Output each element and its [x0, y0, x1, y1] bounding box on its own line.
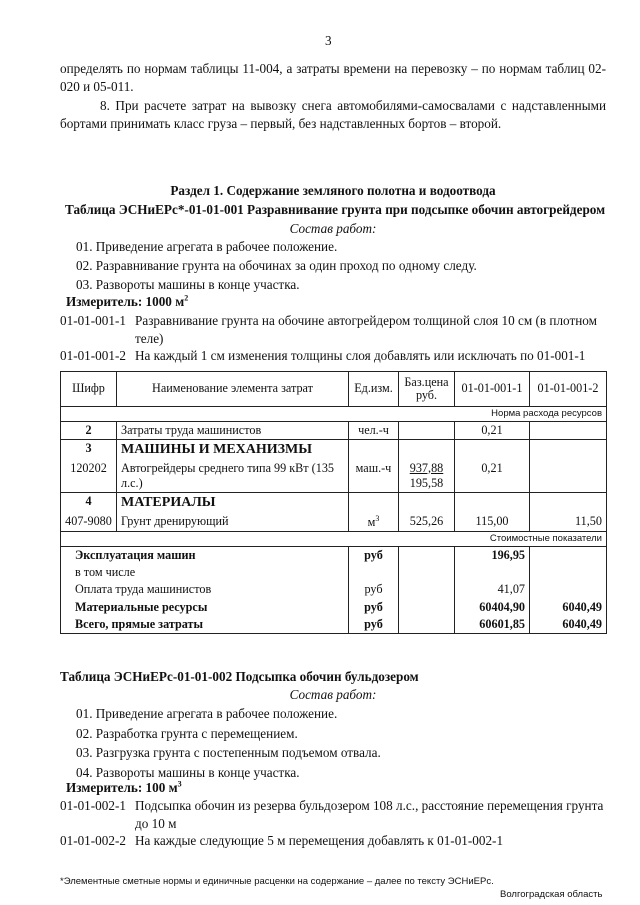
table-row [61, 460, 607, 493]
row-value-1: 0,21 [455, 421, 530, 439]
table-row [61, 421, 607, 439]
section-num: 3 [61, 440, 117, 460]
row-price [399, 421, 455, 439]
table2-step: 04. Развороты машины в конце участка. [76, 764, 300, 780]
section-num: 4 [61, 493, 117, 513]
summary-row [61, 564, 607, 581]
norm-label: Норма расхода ресурсов [61, 407, 607, 422]
summary-value-2: 6040,49 [530, 616, 607, 634]
footnote: *Элементные сметные нормы и единичные расценки на содержание – далее по тексту ЭСНиЕРс. [60, 876, 494, 887]
table1-step: 03. Развороты машины в конце участка. [76, 277, 300, 292]
summary-value-1: 60404,90 [455, 599, 530, 616]
summary-price [399, 564, 455, 581]
summary-row [61, 581, 607, 598]
code-description: Подсыпка обочин из резерва бульдозером 108 л.с., расстояние перемещения грунта до 10 м [135, 798, 604, 831]
empty-cell [530, 493, 607, 513]
empty-cell [349, 493, 399, 513]
summary-name: Эксплуатация машин [61, 546, 349, 564]
summary-price [399, 616, 455, 634]
row-name: Затраты труда машинистов [117, 421, 349, 439]
page-number: 3 [325, 33, 332, 48]
summary-value-2 [530, 546, 607, 564]
header-price: Баз.цена руб. [399, 372, 455, 407]
price-main: 937,88 [409, 460, 444, 475]
table-header-row [61, 372, 607, 407]
table1-code-row [60, 347, 620, 365]
table1-steps [76, 238, 477, 295]
summary-row [61, 546, 607, 564]
table-row [61, 513, 607, 532]
summary-unit: руб [349, 546, 399, 564]
row-value-2 [530, 460, 607, 493]
row-name: Автогрейдеры среднего типа 99 кВт (135 л.с.) [117, 460, 349, 493]
table1-composition-heading: Состав работ: [289, 221, 377, 236]
summary-value-1: 60601,85 [455, 616, 530, 634]
row-code: 120202 [61, 460, 117, 493]
intro-paragraph-2: 8. При расчете затрат на вывозку снега автомобилями-самосвалами с надставленными бортами принимать класс груза – первый, без надставленных бортов – второй. [60, 98, 606, 131]
meter-sup: 3 [177, 779, 182, 789]
header-unit: Ед.изм. [349, 372, 399, 407]
header-name: Наименование элемента затрат [117, 372, 349, 407]
section-title: Раздел 1. Содержание земляного полотна и водоотвода [170, 183, 496, 198]
table2-step: 03. Разгрузка грунта с постепенным подъемом отвала. [76, 745, 381, 760]
cost-label-row [61, 531, 607, 546]
empty-cell [455, 493, 530, 513]
summary-value-1: 196,95 [455, 546, 530, 564]
row-value-1: 115,00 [455, 513, 530, 532]
table1-meter [66, 293, 188, 311]
row-unit: чел.-ч [349, 421, 399, 439]
header-col1: 01-01-001-1 [455, 372, 530, 407]
table2-meter [66, 779, 182, 797]
empty-cell [530, 440, 607, 460]
table2-title: Таблица ЭСНиЕРс-01-01-002 Подсыпка обочин бульдозером [60, 669, 419, 684]
summary-unit: руб [349, 616, 399, 634]
row-code: 407-9080 [61, 513, 117, 532]
row-value-1: 0,21 [455, 460, 530, 493]
section-name: МАШИНЫ И МЕХАНИЗМЫ [117, 440, 349, 460]
table2-code-row [60, 832, 606, 850]
row-unit: маш.-ч [349, 460, 399, 493]
norm-label-row [61, 407, 607, 422]
meter-label: Измеритель: 100 м [66, 780, 178, 795]
table1-step: 02. Разравнивание грунта на обочинах за один проход по одному следу. [76, 258, 477, 273]
summary-price [399, 599, 455, 616]
summary-price [399, 546, 455, 564]
summary-value-2 [530, 564, 607, 581]
table-row [61, 440, 607, 460]
row-price: 525,26 [399, 513, 455, 532]
summary-value-1: 41,07 [455, 581, 530, 598]
row-value-2: 11,50 [530, 513, 607, 532]
summary-value-2: 6040,49 [530, 599, 607, 616]
summary-name: в том числе [61, 564, 349, 581]
row-value-2 [530, 421, 607, 439]
table-row [61, 493, 607, 513]
summary-value-2 [530, 581, 607, 598]
summary-unit: руб [349, 581, 399, 598]
code-number: 01-01-002-1 [60, 798, 126, 813]
summary-price [399, 581, 455, 598]
code-number: 01-01-001-2 [60, 348, 126, 363]
table1-title: Таблица ЭСНиЕРс*-01-01-001 Разравнивание грунта при подсыпке обочин автогрейдером [65, 202, 606, 217]
code-number: 01-01-001-1 [60, 313, 126, 328]
summary-unit: руб [349, 599, 399, 616]
table2-steps [76, 705, 381, 783]
cost-table [60, 371, 607, 634]
meter-label: Измеритель: 1000 м [66, 294, 185, 309]
summary-name: Всего, прямые затраты [61, 616, 349, 634]
summary-unit [349, 564, 399, 581]
table2-code-row [60, 797, 606, 833]
table2-step: 01. Приведение агрегата в рабочее положение. [76, 706, 338, 721]
summary-row [61, 599, 607, 616]
summary-value-1 [455, 564, 530, 581]
code-number: 01-01-002-2 [60, 833, 126, 848]
table2-composition-heading: Состав работ: [289, 687, 377, 702]
table1-step: 01. Приведение агрегата в рабочее положение. [76, 239, 338, 254]
code-description: На каждые следующие 5 м перемещения добавлять к 01-01-002-1 [135, 833, 504, 848]
row-num: 2 [61, 421, 117, 439]
summary-name: Оплата труда машинистов [61, 581, 349, 598]
section-name: МАТЕРИАЛЫ [117, 493, 349, 513]
cost-label: Стоимостные показатели [61, 531, 607, 546]
price-secondary: 195,58 [409, 475, 444, 490]
summary-row [61, 616, 607, 634]
unit-text: м [367, 514, 376, 529]
row-unit [349, 513, 399, 532]
table2-step: 02. Разработка грунта с перемещением. [76, 725, 298, 741]
code-description: Разравнивание грунта на обочине автогрейдером толщиной слоя 10 см (в плотном теле) [135, 313, 597, 346]
empty-cell [399, 440, 455, 460]
summary-name: Материальные ресурсы [61, 599, 349, 616]
empty-cell [455, 440, 530, 460]
meter-sup: 2 [184, 293, 189, 303]
intro-paragraph-1: определять по нормам таблицы 11-004, а затраты времени на перевозку – по нормам таблиц 02-020 и 05-011. [60, 61, 606, 94]
row-price [399, 460, 455, 493]
header-code: Шифр [61, 372, 117, 407]
table1-code-row [60, 312, 606, 348]
empty-cell [399, 493, 455, 513]
region-label: Волгоградская область [500, 889, 603, 900]
empty-cell [349, 440, 399, 460]
header-col2: 01-01-001-2 [530, 372, 607, 407]
row-name: Грунт дренирующий [117, 513, 349, 532]
unit-sup: 3 [375, 513, 380, 523]
code-description: На каждый 1 см изменения толщины слоя добавлять или исключать по 01-001-1 [135, 348, 586, 363]
